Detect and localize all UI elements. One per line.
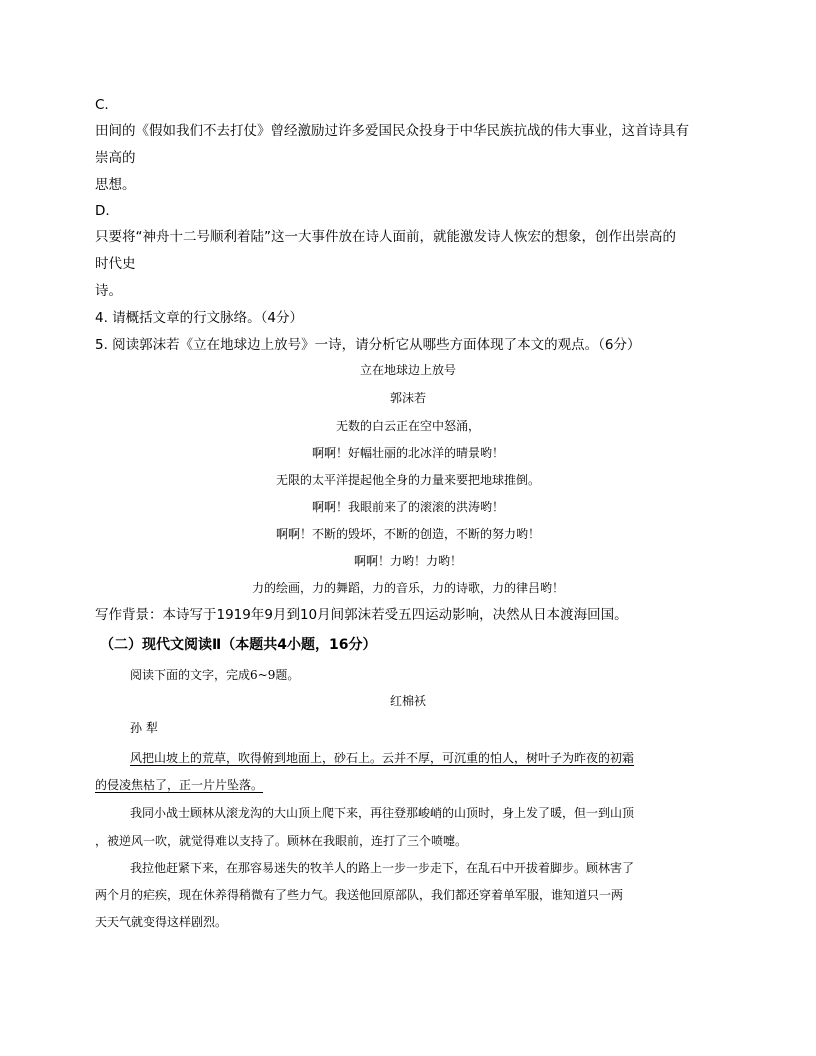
question-4: 4. 请概括文章的行文脉络。（4分） [95,310,304,326]
option-c-text-line3: 思想。 [95,177,136,193]
poem-line: 啊啊！好幅壮丽的北冰洋的晴景哟！ [311,446,504,460]
question-5: 5. 阅读郭沫若《立在地球边上放号》一诗，请分析它从哪些方面体现了本文的观点。（6分） [95,337,641,353]
story-author: 孙 犁 [130,721,158,735]
paragraph-2-line1: 我同小战士顾林从滚龙沟的大山顶上爬下来，再往登那峻峭的山顶时，身上发了暖，但一到山顶 [130,806,635,820]
paragraph-1-line1: 风把山坡上的荒草，吹得俯到地面上，砂石上。云并不厚，可沉重的怕人，树叶子为昨夜的初霜 [130,751,635,765]
section-heading: （二）现代文阅读Ⅱ（本题共4小题，16分） [100,637,377,653]
poem-title: 立在地球边上放号 [359,363,456,377]
option-d-text-line3: 诗。 [95,283,122,299]
option-d-text-line1: 只要将“神舟十二号顺利着陆”这一大事件放在诗人面前，就能激发诗人恢宏的想象，创作出崇高的 [95,229,676,245]
paragraph-3-line3: 天天气就变得这样剧烈。 [95,915,228,929]
paragraph-2-line2: ，被逆风一吹，就觉得难以支持了。顾林在我眼前，连打了三个喷嚏。 [95,834,468,848]
option-d-text-line2: 时代史 [95,256,136,272]
poem-line: 无数的白云正在空中怒涌， [335,419,480,433]
option-c-text-line1: 田间的《假如我们不去打仗》曾经激励过许多爱国民众投身于中华民族抗战的伟大事业，这首诗具有 [95,123,689,139]
poem-line: 无限的太平洋提起他全身的力量来要把地球推倒。 [275,473,540,487]
poem-line: 啊啊！我眼前来了的滚滚的洪涛哟！ [311,500,504,514]
option-d-label: D. [95,203,110,219]
writing-background: 写作背景：本诗写于1919年9月到10月间郭沫若受五四运动影响，决然从日本渡海回国。 [95,607,628,623]
poem-line: 啊啊！力哟！力哟！ [353,554,462,568]
paragraph-3-line1: 我拉他赶紧下来，在那容易迷失的牧羊人的路上一步一步走下，在乱石中开拔着脚步。顾林害了 [130,861,635,875]
story-title: 红棉袄 [389,694,426,708]
paragraph-1-line2: 的侵凌焦枯了，正一片片坠落。 [95,778,264,792]
option-c-label: C. [95,97,109,113]
poem-author: 郭沫若 [389,391,426,405]
reading-instruction: 阅读下面的文字，完成6~9题。 [130,668,300,682]
paragraph-3-line2: 两个月的疟疾，现在休养得稍微有了些力气。我送他回原部队，我们都还穿着单军服，谁知道只一两 [95,888,624,902]
poem-line: 啊啊！不断的毁坏，不断的创造，不断的努力哟！ [275,527,540,541]
option-c-text-line2: 崇高的 [95,150,136,166]
poem-line: 力的绘画，力的舞蹈，力的音乐，力的诗歌，力的律吕哟！ [251,581,564,595]
